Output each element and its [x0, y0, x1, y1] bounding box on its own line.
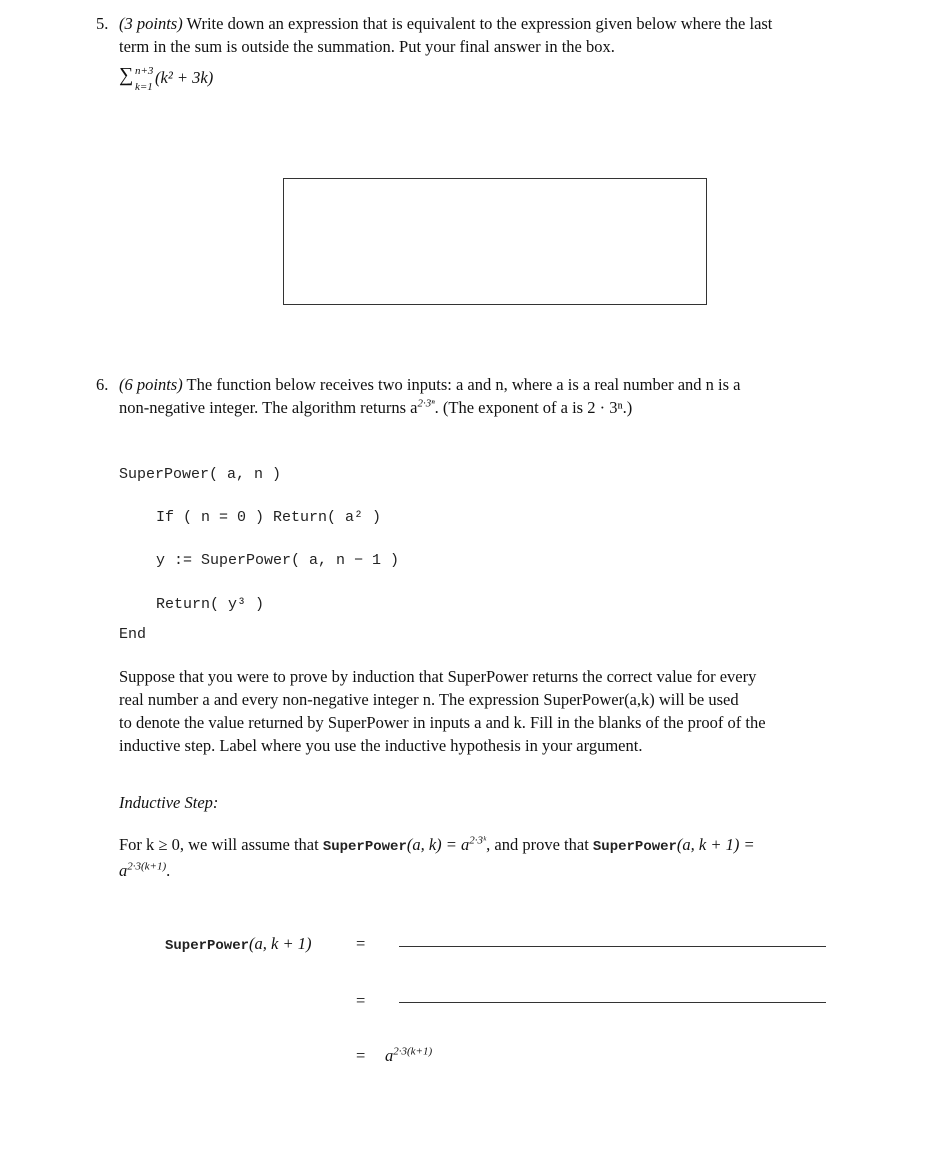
assume-fn2: SuperPower — [592, 839, 677, 855]
assume-line2-exp: 2·3(k+1) — [127, 860, 167, 873]
proof-lhs-fn: SuperPower — [165, 938, 250, 954]
code-line-1: SuperPower( a, n ) — [119, 466, 282, 483]
q5-points: (3 points) — [119, 14, 183, 33]
proof-final-exp: 2·3(k+1) — [393, 1045, 433, 1058]
para-line-4: inductive step. Label where you use the inductive hypothesis in your argument. — [119, 736, 643, 755]
para-line-3: to denote the value returned by SuperPower in inputs a and k. Fill in the blanks of the proof of the — [119, 713, 766, 732]
q5-prompt — [119, 12, 875, 58]
code-line-5: End — [119, 626, 147, 643]
proof-eq-2: = — [356, 991, 366, 1010]
q5-summation — [119, 66, 213, 92]
assume-text-a: For k ≥ 0, we will assume that — [119, 835, 323, 854]
assume-text-b: (a, k) = a — [406, 835, 470, 854]
code-line-3: y := SuperPower( a, n − 1 ) — [156, 552, 400, 569]
proof-blank-2[interactable] — [399, 1002, 826, 1003]
proof-eq-3: = — [356, 1046, 366, 1065]
summand: (k² + 3k) — [155, 68, 214, 87]
proof-lhs-args: (a, k + 1) — [249, 934, 312, 953]
para-line-2: real number a and every non-negative integer n. The expression SuperPower(a,k) will be used — [119, 690, 739, 709]
q6-paragraph — [119, 665, 875, 757]
q6-text-line1: The function below receives two inputs: a and n, where a is a real number and n is a — [182, 375, 741, 394]
q6-exponent: 2·3ⁿ — [417, 397, 435, 410]
assume-fn: SuperPower — [322, 839, 407, 855]
code-line-4: Return( y³ ) — [156, 596, 265, 613]
q6-points: (6 points) — [119, 375, 183, 394]
code-line-2: If ( n = 0 ) Return( a² ) — [156, 509, 382, 526]
proof-final — [385, 1044, 432, 1067]
proof-blank-1[interactable] — [399, 946, 826, 947]
sigma-symbol: ∑ — [119, 64, 134, 87]
q6-text-line2b: . (The exponent of a is 2 · 3ⁿ.) — [434, 398, 633, 417]
assume-text-d: (a, k + 1) = — [676, 835, 755, 854]
proof-final-base: a — [385, 1046, 394, 1065]
para-line-1: Suppose that you were to prove by induction that SuperPower returns the correct value for every — [119, 667, 757, 686]
proof-lhs — [165, 932, 311, 958]
q5-answer-box[interactable] — [283, 178, 707, 305]
assume-exp: 2·3ᵏ — [469, 834, 487, 847]
q6-number: 6. — [96, 375, 109, 394]
q6-text-line2a: non-negative integer. The algorithm returns a — [119, 398, 418, 417]
q6-prompt — [119, 373, 875, 419]
assume-line2-base: a — [119, 861, 128, 880]
sum-upper-limit: n+3 — [135, 65, 154, 78]
proof-eq-1: = — [356, 934, 366, 953]
q5-text-line1: Write down an expression that is equivalent to the expression given below where the last — [182, 14, 773, 33]
sum-lower-limit: k=1 — [135, 81, 153, 94]
assume-line2-end: . — [166, 861, 171, 880]
assume-text-c: , and prove that — [486, 835, 593, 854]
q5-number: 5. — [96, 14, 109, 33]
assumption-statement — [119, 833, 875, 882]
inductive-step-heading: Inductive Step: — [119, 793, 219, 812]
q5-text-line2: term in the sum is outside the summation. Put your final answer in the box. — [119, 37, 615, 56]
